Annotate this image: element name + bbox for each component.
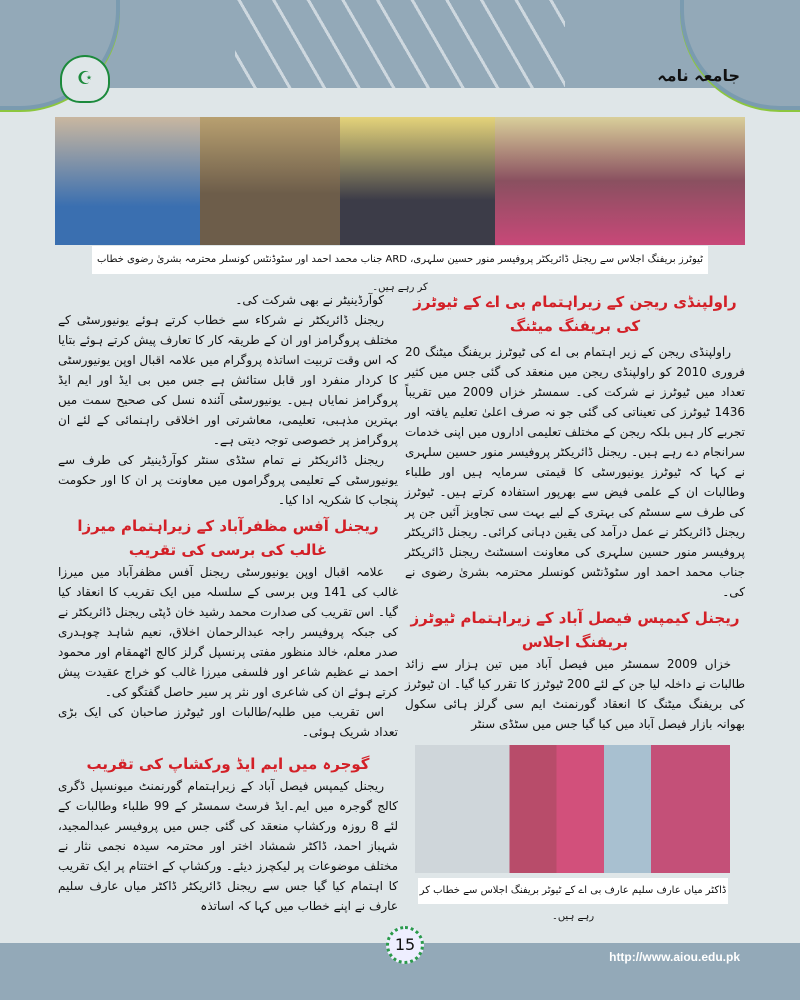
paragraph: راولپنڈی ریجن کے زیر اہتمام بی اے کی ٹیوٹرز بریفنگ میٹنگ 20 فروری 2010 کو راولپنڈی ریجن میں منعقد کی گئی جس میں کثیر تعداد میں ٹیوٹرز نے شرکت کی۔ سمسٹر خزاں 2009 میں تقریباً 1436 ٹیوٹرز کی تعیناتی کی گئی جو نہ صرف اعلیٰ تعلیم یافتہ اور تجربے کار ہیں بلکہ ریجن کے مختلف تعلیمی اداروں میں اپنی خدمات سرانجام دے رہے ہیں۔ ریجنل ڈائریکٹر پروفیسر منور حسین سلہری نے کہا کہ ٹیوٹرز یونیورسٹی کا قیمتی سرمایہ ہیں اور طلباء وطالبات ان کے علمی فیض سے بھرپور استفادہ کرتے ہیں۔ ٹیوٹرز کی طرف سے سسٹم کی بہتری کے لیے بہت سی تجاویز آئیں جن پر ریجنل ڈائریکٹر نے عمل درآمد کی یقین دہانی کرائی۔ ریجنل ڈائریکٹر پروفیسر منور حسین سلہری کی معاونت اسسٹنٹ ریجنل ڈائریکٹر جناب محمد احمد اور سٹوڈنٹس کونسلر محترمہ بشریٰ رضوی نے کی۔ (405, 345, 746, 599)
bottom-photo-caption: ڈاکٹر میاں عارف سلیم عارف بی اے کے ٹیوٹر بریفنگ اجلاس سے خطاب کر رہے ہیں۔ (418, 878, 728, 904)
university-logo: ☪ (60, 55, 110, 103)
paragraph: ریجنل ڈائریکٹر نے تمام سٹڈی سنٹر کوآرڈینیٹر کی طرف سے یونیورسٹی کے تعلیمی پروگراموں میں معاونت پر ان کا اور حکومت پنجاب کا شکریہ ادا کیا۔ (58, 453, 398, 507)
bottom-photo (415, 745, 730, 873)
photo-woman-speaker (55, 117, 200, 245)
header-corner-right (680, 0, 800, 110)
heading-gojra-workshop: گوجرہ میں ایم ایڈ ورکشاپ کی تقریب (86, 755, 370, 773)
paragraph: ریجنل ڈائریکٹر نے شرکاء سے خطاب کرتے ہوئے یونیورسٹی کے مختلف پروگرامز اور ان کے طریقہ کار کا تعارف پیش کرتے ہوئے بتایا کہ اس وقت تربیت اساتذہ پروگرام میں علامہ اقبال اوپن یونیورسٹی کا کردار منفرد اور قابل ستائش ہے جس میں بی ایڈ اور ایم ایڈ پروگرامز نمایاں ہیں۔ یونیورسٹی آئندہ نسل کی صحیح سمت میں بہترین مذہبی، تعلیمی، معاشرتی اور اخلاقی راہنمائی کے لئے ان پروگرامز پر خصوصی توجہ دیتی ہے۔ (58, 313, 398, 447)
left-column (58, 290, 398, 916)
paragraph: ریجنل کیمپس فیصل آباد کے زیراہتمام گورنمنٹ میونسپل ڈگری کالج گوجرہ میں ایم۔ایڈ فرسٹ سمسٹر کے 99 طلباء وطالبات کے لئے 8 روزہ ورکشاپ منعقد کی گئی جس میں پروفیسر عبدالمجید، شہباز احمد، ڈاکٹر شمشاد اختر اور محترمہ سیدہ نجمی نثار نے مختلف موضوعات پر لیکچرز دیئے۔ ورکشاپ کے اختتام پر ایک تقریب کا اہتمام کیا گیا جس سے ریجنل ڈائریکٹر ڈاکٹر میاں عارف سلیم عارف نے اپنے خطاب میں کہا کہ اساتذہ (58, 779, 399, 913)
top-photo-caption: ٹیوٹرز بریفنگ اجلاس سے ریجنل ڈائریکٹر پروفیسر منور حسین سلہری، ARD جناب محمد احمد اور سٹوڈنٹس کونسلر محترمہ بشریٰ رضوی خطاب کر رہے ہیں۔ (92, 246, 708, 274)
heading-faisalabad-briefing: ریجنل کیمپس فیصل آباد کے زیراہتمام ٹیوٹرز بریفنگ اجلاس (410, 609, 740, 651)
decorative-stripes (235, 0, 565, 88)
heading-ghalib-anniversary: ریجنل آفس مظفرآباد کے زیراہتمام میرزا غالب کی برسی کی تقریب (77, 517, 379, 559)
website-url[interactable]: http://www.aiou.edu.pk (609, 950, 740, 964)
top-photo-strip (55, 117, 745, 245)
paragraph: علامہ اقبال اوپن یونیورسٹی ریجنل آفس مظفرآباد میں میرزا غالب کی 141 ویں برسی کے سلسلہ میں ایک تقریب کا انعقاد کیا گیا۔ اس تقریب کی صدارت محمد رشید خان ڈپٹی ریجنل ڈائریکٹر نے کی جبکہ پروفیسر راجہ عبدالرحمان اخلاق، نعیم شاہد چوہدری صدر معلم، خالد منظور مفتی پرنسپل گرلز کالج اٹھمقام اور محمود احمد نے عظیم شاعر اور فلسفی میرزا غالب کو خراج عقیدت پیش کرتے ہوئے ان کی شاعری اور نثر پر سیر حاصل گفتگو کی۔ (58, 565, 398, 699)
paragraph: خزاں 2009 سمسٹر میں فیصل آباد میں تین ہزار سے زائد طالبات نے داخلہ لیا جن کے لئے 200 ٹیوٹرز کا تقرر کیا گیا۔ ان ٹیوٹرز کی بریفنگ میٹنگ کا انعقاد گورنمنٹ ایم سی گرلز ہائی سکول بھوانہ بازار فیصل آباد میں کیا گیا جس میں سٹڈی سنٹر (405, 657, 745, 731)
photo-audience (495, 117, 745, 245)
heading-rawalpindi-briefing: راولپنڈی ریجن کے زیراہتمام بی اے کے ٹیوٹرز کی بریفنگ میٹنگ (413, 293, 737, 335)
photo-director-speaking (340, 117, 495, 245)
paragraph: کوآرڈینیٹر نے بھی شرکت کی۔ (235, 293, 384, 307)
masthead-title: جامعہ نامہ (657, 66, 740, 85)
right-column (405, 290, 745, 734)
paragraph: اس تقریب میں طلبہ/طالبات اور ٹیوٹرز صاحبان کی ایک بڑی تعداد شریک ہوئی۔ (58, 705, 398, 739)
page-number: 15 (386, 926, 424, 964)
photo-bearded-man (200, 117, 340, 245)
